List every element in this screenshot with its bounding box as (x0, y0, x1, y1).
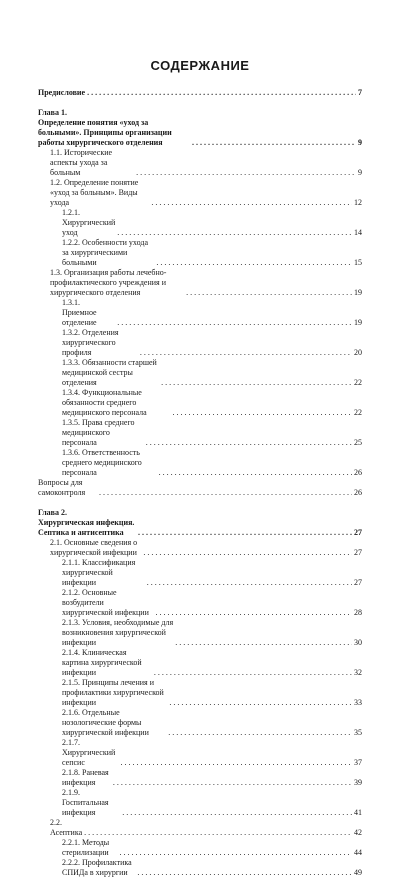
toc-entry-page: 30 (354, 638, 362, 647)
toc-entry[interactable] (38, 268, 362, 298)
toc-entry-title: 2.1.4. Клиническая картина хирургической инфекции (62, 648, 142, 677)
leader-dots (84, 828, 352, 838)
chapter-label: Глава 2. (38, 508, 67, 517)
toc-entry[interactable] (38, 328, 362, 358)
toc-entry-title: 1.1. Исторические аспекты ухода за больным (50, 148, 113, 177)
toc-entry-title: 2.1.8. Раневая инфекция (62, 768, 109, 787)
toc-entry-page: 12 (354, 198, 362, 207)
toc-entry-title: 2.1.1. Классификация хирургической инфекции (62, 558, 136, 587)
toc-entry-page: 35 (354, 728, 362, 737)
toc-entry[interactable] (38, 558, 362, 588)
toc-entry-title: Предисловие (38, 88, 86, 97)
toc-entry-chapter-1[interactable] (38, 118, 362, 148)
leader-dots (168, 728, 352, 738)
toc-entry-page: 27 (354, 528, 362, 537)
leader-dots (159, 468, 352, 478)
toc-entry-title: 1.3.4. Функциональные обязанности среднего медицинского персонала (62, 388, 147, 417)
leader-dots (172, 408, 352, 418)
leader-dots (175, 638, 352, 648)
toc-entry-title: Вопросы для самоконтроля (38, 478, 86, 497)
toc-entry-page: 20 (354, 348, 362, 357)
toc-entry-title: 2.2. Асептика (50, 818, 83, 837)
toc-entry-title: 1.3.3. Обязанности старшей медицинской сестры отделения (62, 358, 157, 387)
toc-entry-page: 42 (354, 828, 362, 837)
toc-entry-title: 1.2.1. Хирургический уход (62, 208, 116, 237)
toc-entry-page: 15 (354, 258, 362, 267)
leader-dots (122, 808, 352, 818)
toc-entry-page: 44 (354, 848, 362, 857)
table-of-contents (38, 88, 362, 878)
leader-dots (136, 168, 356, 178)
toc-entry-title: 2.1.7. Хирургический сепсис (62, 738, 116, 767)
leader-dots (156, 258, 352, 268)
leader-dots (186, 288, 352, 298)
toc-entry-title: 2.2.2. Профилактика СПИДа в хирургии (62, 858, 132, 877)
toc-entry[interactable] (38, 708, 362, 738)
toc-entry[interactable] (38, 538, 362, 558)
leader-dots (147, 578, 352, 588)
toc-entry-title: 1.2. Определение понятие «уход за больным». Виды ухода (50, 178, 139, 207)
toc-entry-title: 1.3.2. Отделения хирургического профиля (62, 328, 119, 357)
toc-entry[interactable] (38, 148, 362, 178)
toc-entry-title: 2.1. Основные сведения о хирургической инфекции (50, 538, 138, 557)
toc-entry[interactable] (38, 678, 362, 708)
toc-entry-page: 14 (354, 228, 362, 237)
toc-entry-page: 22 (354, 408, 362, 417)
toc-entry[interactable] (38, 818, 362, 838)
toc-entry[interactable] (38, 418, 362, 448)
toc-entry-title: 1.2.2. Особенности ухода за хирургическими больными (62, 238, 149, 267)
toc-entry-page: 22 (354, 378, 362, 387)
toc-entry-page: 26 (354, 488, 362, 497)
toc-entry-preface[interactable] (38, 88, 362, 98)
leader-dots (87, 88, 356, 98)
leader-dots (117, 318, 352, 328)
toc-entry-title: 1.3.5. Права среднего медицинского персонала (62, 418, 135, 447)
toc-entry[interactable] (38, 478, 362, 498)
toc-entry[interactable] (38, 178, 362, 208)
toc-entry-page: 27 (354, 548, 362, 557)
toc-entry[interactable] (38, 768, 362, 788)
leader-dots (146, 438, 352, 448)
leader-dots (169, 698, 352, 708)
toc-entry[interactable] (38, 448, 362, 478)
leader-dots (156, 608, 352, 618)
toc-entry-chapter-2[interactable] (38, 518, 362, 538)
toc-entry[interactable] (38, 648, 362, 678)
toc-entry-page: 37 (354, 758, 362, 767)
leader-dots (113, 778, 352, 788)
leader-dots (161, 378, 352, 388)
toc-entry-title: Хирургическая инфекция. Септика и антисептика (38, 518, 135, 537)
toc-entry-title: 2.2.1. Методы стерилизации (62, 838, 110, 857)
toc-entry-title: 1.3.1. Приемное отделение (62, 298, 97, 327)
toc-entry-page: 9 (358, 168, 362, 177)
toc-entry-page: 33 (354, 698, 362, 707)
toc-entry-page: 7 (358, 88, 362, 97)
toc-entry[interactable] (38, 298, 362, 328)
toc-entry-title: 2.1.2. Основные возбудители хирургической инфекции (62, 588, 149, 617)
leader-dots (154, 668, 352, 678)
leader-dots (151, 198, 352, 208)
toc-entry[interactable] (38, 358, 362, 388)
toc-entry[interactable] (38, 588, 362, 618)
toc-entry-page: 28 (354, 608, 362, 617)
toc-entry-page: 9 (358, 138, 362, 147)
leader-dots (121, 758, 352, 768)
toc-entry[interactable] (38, 858, 362, 878)
toc-entry-title: 2.1.9. Госпитальная инфекция (62, 788, 109, 817)
toc-entry-page: 49 (354, 868, 362, 877)
toc-entry[interactable] (38, 788, 362, 818)
toc-entry[interactable] (38, 388, 362, 418)
toc-entry-title: 2.1.5. Принципы лечения и профилактики хирургической инфекции (62, 678, 164, 707)
toc-entry[interactable] (38, 208, 362, 238)
leader-dots (143, 548, 352, 558)
toc-entry-page: 26 (354, 468, 362, 477)
toc-entry-page: 41 (354, 808, 362, 817)
leader-dots (99, 488, 352, 498)
toc-entry-page: 27 (354, 578, 362, 587)
page-title: СОДЕРЖАНИЕ (150, 58, 250, 73)
toc-entry[interactable] (38, 238, 362, 268)
toc-entry[interactable] (38, 618, 362, 648)
leader-dots (119, 848, 352, 858)
toc-entry-page: 39 (354, 778, 362, 787)
leader-dots (140, 348, 352, 358)
toc-entry[interactable] (38, 838, 362, 858)
chapter-label: Глава 1. (38, 108, 67, 117)
toc-entry-title: Определение понятия «уход за больными». Принципы организации работы хирургического отделения (38, 118, 172, 147)
toc-entry[interactable] (38, 738, 362, 768)
leader-dots (138, 528, 352, 538)
toc-entry-title: 1.3.6. Ответственность среднего медицинского персонала (62, 448, 142, 477)
toc-entry-page: 19 (354, 288, 362, 297)
leader-dots (137, 868, 352, 878)
toc-entry-title: 1.3. Организация работы лечебно-профилактического учреждения и хирургического отделения (50, 268, 167, 297)
toc-entry-page: 32 (354, 668, 362, 677)
leader-dots (117, 228, 352, 238)
leader-dots (192, 138, 356, 148)
toc-entry-page: 25 (354, 438, 362, 447)
toc-entry-title: 2.1.6. Отдельные нозологические формы хирургической инфекции (62, 708, 149, 737)
toc-entry-page: 19 (354, 318, 362, 327)
toc-entry-title: 2.1.3. Условия, необходимые для возникновения хирургической инфекции (62, 618, 174, 647)
